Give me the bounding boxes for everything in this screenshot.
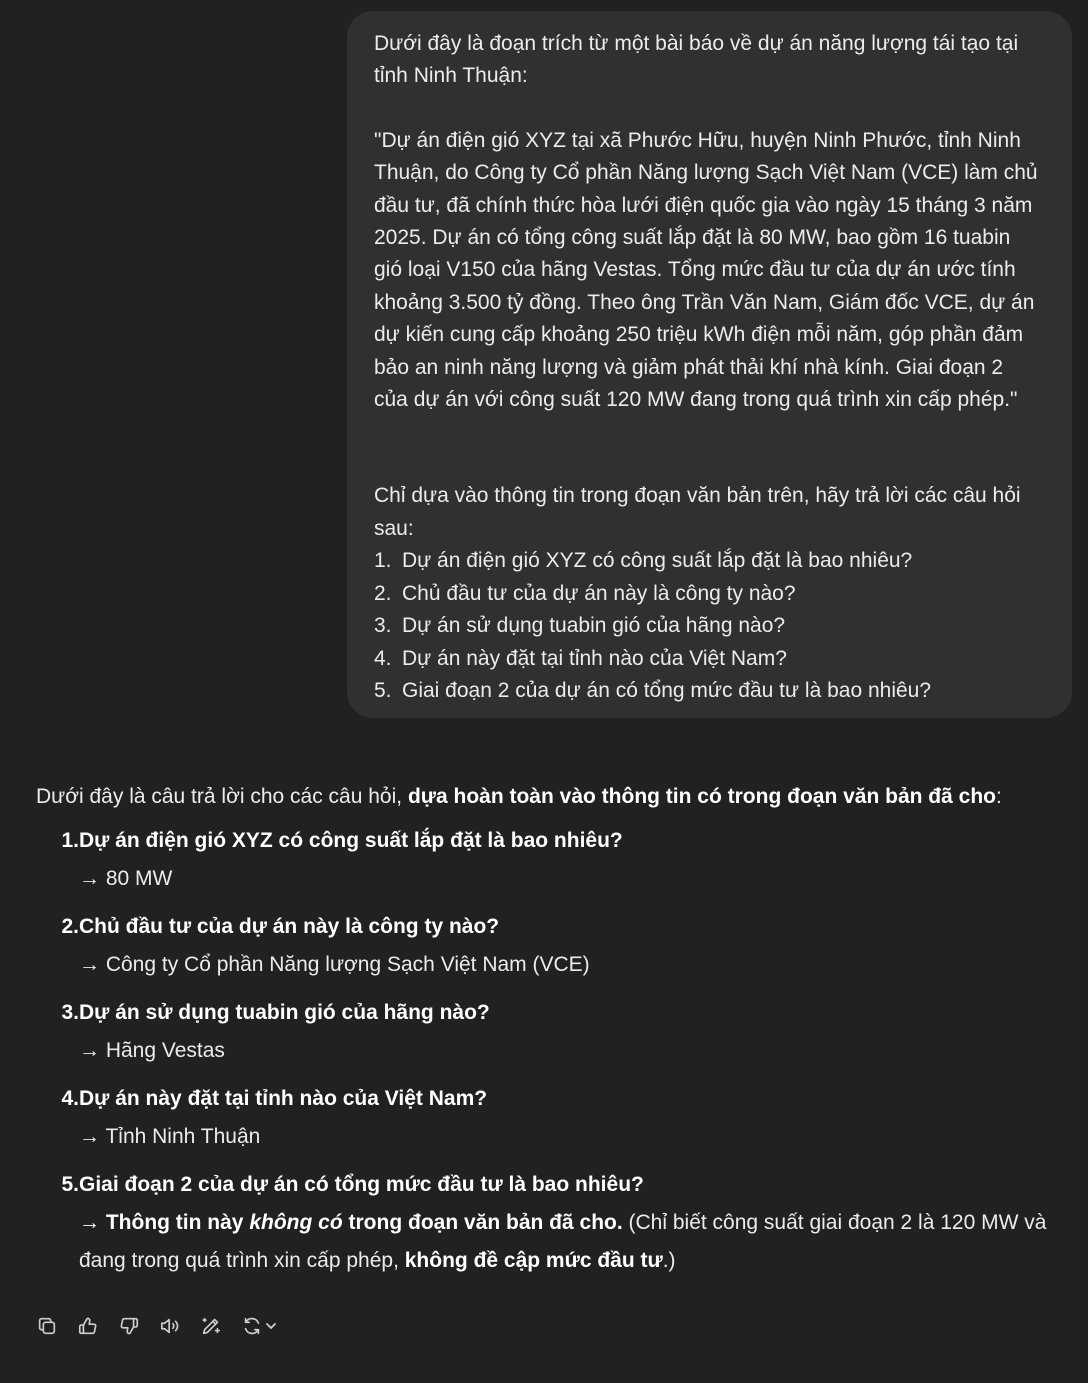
thumbs-up-button[interactable] [77,1312,118,1340]
read-aloud-icon [159,1315,183,1337]
quote-line: 2025. Dự án có tổng công suất lắp đặt là 80 MW, bao gồm 16 tuabin [374,226,1011,250]
message-actions-toolbar [36,1312,279,1340]
quote-line: đầu tư, đã chính thức hòa lưới điện quốc gia vào ngày 15 tháng 3 năm [374,193,1033,217]
user-intro-line-1: Dưới đây là đoạn trích từ một bài báo về dự án năng lượng tái tạo tại [374,32,1019,55]
answer-item: 4. Dự án này đặt tại tỉnh nào của Việt Nam? → Tỉnh Ninh Thuận [36,1080,1056,1156]
answer-text: → 80 MW [79,867,173,890]
answer-item: 2. Chủ đầu tư của dự án này là công ty nào? → Công ty Cổ phần Năng lượng Sạch Việt Nam (VCE) [36,908,1056,984]
question-item: 3. Dự án sử dụng tuabin gió của hãng nào? [374,614,786,638]
regenerate-icon [241,1315,263,1337]
question-item: 1. Dự án điện gió XYZ có công suất lắp đặt là bao nhiêu? [374,549,913,573]
answer-item: 3. Dự án sử dụng tuabin gió của hãng nào? → Hãng Vestas [36,994,1056,1070]
answer-question: Dự án sử dụng tuabin gió của hãng nào? [79,1001,490,1024]
answer-question: Dự án điện gió XYZ có công suất lắp đặt là bao nhiêu? [79,829,623,852]
user-message-bubble [347,11,1072,718]
regenerate-button[interactable] [241,1315,279,1337]
question-item: 2. Chủ đầu tư của dự án này là công ty nào? [374,581,796,605]
answer-item: 1. Dự án điện gió XYZ có công suất lắp đặt là bao nhiêu? → 80 MW [36,822,1056,898]
read-aloud-button[interactable] [159,1312,200,1340]
copy-icon [36,1315,58,1337]
question-item: 5. Giai đoạn 2 của dự án có tổng mức đầu tư là bao nhiêu? [374,678,932,702]
quote-line: Thuận, do Công ty Cổ phần Năng lượng Sạch Việt Nam (VCE) làm chủ [374,161,1038,185]
quote-line: gió loại V150 của hãng Vestas. Tổng mức đầu tư của dự án ước tính [374,258,1016,282]
edit-icon [200,1315,222,1337]
quote-line: "Dự án điện gió XYZ tại xã Phước Hữu, huyện Ninh Phước, tỉnh Ninh [374,128,1021,152]
quote-line: dự kiến cung cấp khoảng 250 triệu kWh điện mỗi năm, góp phần đảm [374,323,1024,347]
answer-list [36,822,1056,1280]
quote-line: bảo an ninh năng lượng và giảm phát thải khí nhà kính. Giai đoạn 2 [374,355,1004,379]
answer-item: 5. Giai đoạn 2 của dự án có tổng mức đầu tư là bao nhiêu? → Thông tin này không có trong đoạn văn bản đã cho. (Chỉ biết công suất giai đoạn 2 là 120 MW và đang trong quá trình xin cấp phép, không đề cập mức đầu tư.) [36,1166,1056,1280]
chevron-down-icon [263,1318,279,1334]
answer-text: → Tỉnh Ninh Thuận [79,1125,261,1148]
answer-question: Dự án này đặt tại tỉnh nào của Việt Nam? [79,1087,488,1110]
answer-text: → Thông tin này không có trong đoạn văn bản đã cho. (Chỉ biết công suất giai đoạn 2 là 120 MW và đang trong quá trình xin cấp phép, không đề cập mức đầu tư.) [79,1211,1047,1272]
edit-button[interactable] [200,1312,241,1340]
thumbs-down-button[interactable] [118,1312,159,1340]
answer-text: → Hãng Vestas [79,1039,225,1062]
question-list [374,545,1046,707]
thumbs-up-icon [77,1315,99,1337]
answer-question: Chủ đầu tư của dự án này là công ty nào? [79,915,500,938]
answer-question: Giai đoạn 2 của dự án có tổng mức đầu tư là bao nhiêu? [79,1173,644,1196]
thumbs-down-icon [118,1315,140,1337]
user-intro-line-2: tỉnh Ninh Thuận: [374,64,528,88]
copy-button[interactable] [36,1312,77,1340]
question-item: 4. Dự án này đặt tại tỉnh nào của Việt Nam? [374,646,787,670]
assistant-message [36,778,1056,1290]
instruction-line-2: sau: [374,516,414,540]
quote-line: của dự án với công suất 120 MW đang trong quá trình xin cấp phép." [374,388,1018,412]
assistant-intro: Dưới đây là câu trả lời cho các câu hỏi, dựa hoàn toàn vào thông tin có trong đoạn văn bản đã cho: [36,785,1002,808]
quote-line: khoảng 3.500 tỷ đồng. Theo ông Trần Văn Nam, Giám đốc VCE, dự án [374,290,1035,314]
answer-text: → Công ty Cổ phần Năng lượng Sạch Việt Nam (VCE) [79,953,590,976]
instruction-line-1: Chỉ dựa vào thông tin trong đoạn văn bản trên, hãy trả lời các câu hỏi [374,484,1021,508]
